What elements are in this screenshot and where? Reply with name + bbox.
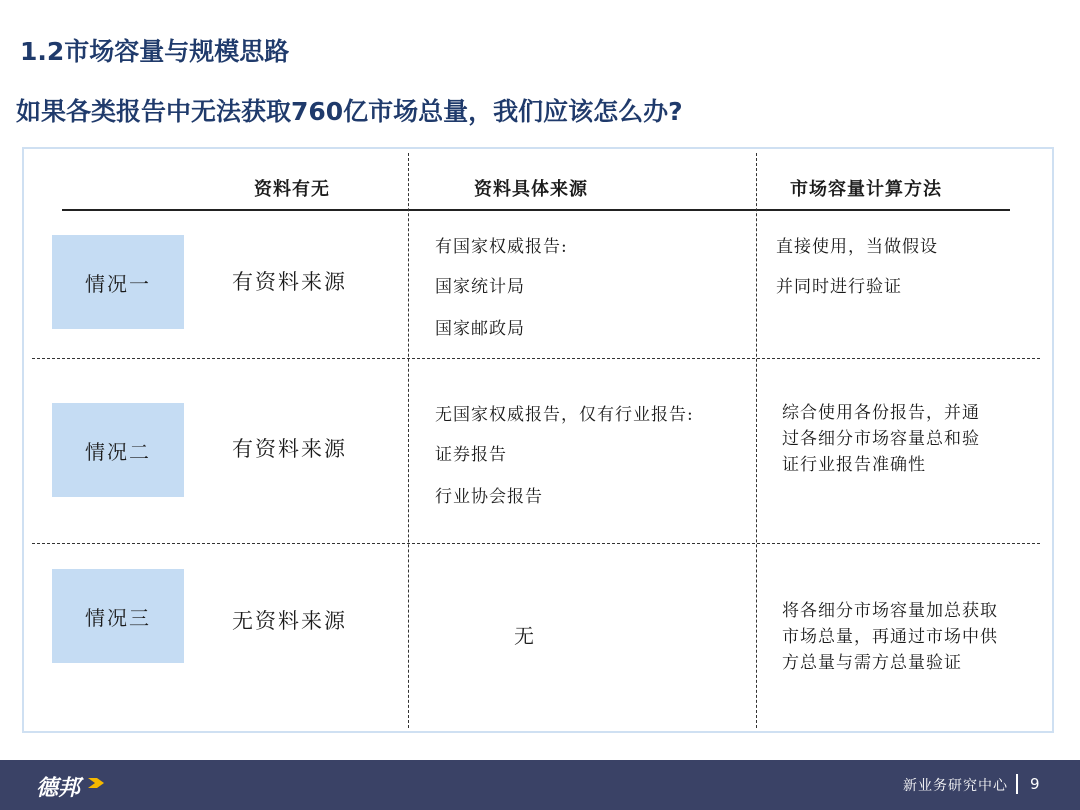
slide-subtitle: 如果各类报告中无法获取760亿市场总量，我们应该怎么办?: [16, 97, 683, 126]
availability-1: 有资料来源: [232, 270, 347, 294]
method-line: 市场总量，再通过市场中供: [782, 627, 998, 647]
method-line: 过各细分市场容量总和验: [782, 429, 980, 449]
logo-arrow-icon: [86, 773, 106, 793]
footer-department: 新业务研究中心: [903, 778, 1008, 794]
method-line: 证行业报告准确性: [782, 455, 926, 475]
source-line: 无国家权威报告，仅有行业报告:: [435, 405, 694, 425]
case-label-2: 情况二: [52, 403, 184, 497]
slide-title: 1.2市场容量与规模思路: [20, 37, 290, 66]
row-divider-2: [32, 543, 1040, 544]
header-method: 市场容量计算方法: [790, 179, 942, 200]
availability-3: 无资料来源: [232, 609, 347, 633]
source-line: 有国家权威报告:: [435, 237, 568, 257]
method-line: 并同时进行验证: [776, 277, 902, 297]
availability-2: 有资料来源: [232, 437, 347, 461]
header-rule: [62, 209, 1010, 211]
no-source-text: 无: [514, 624, 534, 648]
source-line: 国家邮政局: [435, 319, 525, 339]
method-line: 直接使用，当做假设: [776, 237, 938, 257]
source-line: 行业协会报告: [435, 487, 543, 507]
method-line: 综合使用各份报告，并通: [782, 403, 980, 423]
row-divider-1: [32, 358, 1040, 359]
source-line: 国家统计局: [435, 277, 525, 297]
case-label-1: 情况一: [52, 235, 184, 329]
method-line: 将各细分市场容量加总获取: [782, 601, 998, 621]
method-line: 方总量与需方总量验证: [782, 653, 962, 673]
header-sources: 资料具体来源: [474, 179, 588, 200]
column-divider-2: [756, 153, 757, 728]
page-number: 9: [1030, 775, 1040, 793]
column-divider-1: [408, 153, 409, 728]
case-label-3: 情况三: [52, 569, 184, 663]
header-availability: 资料有无: [254, 179, 330, 200]
company-logo: 德邦: [36, 776, 81, 801]
footer-separator: [1016, 774, 1018, 794]
source-line: 证券报告: [435, 445, 507, 465]
